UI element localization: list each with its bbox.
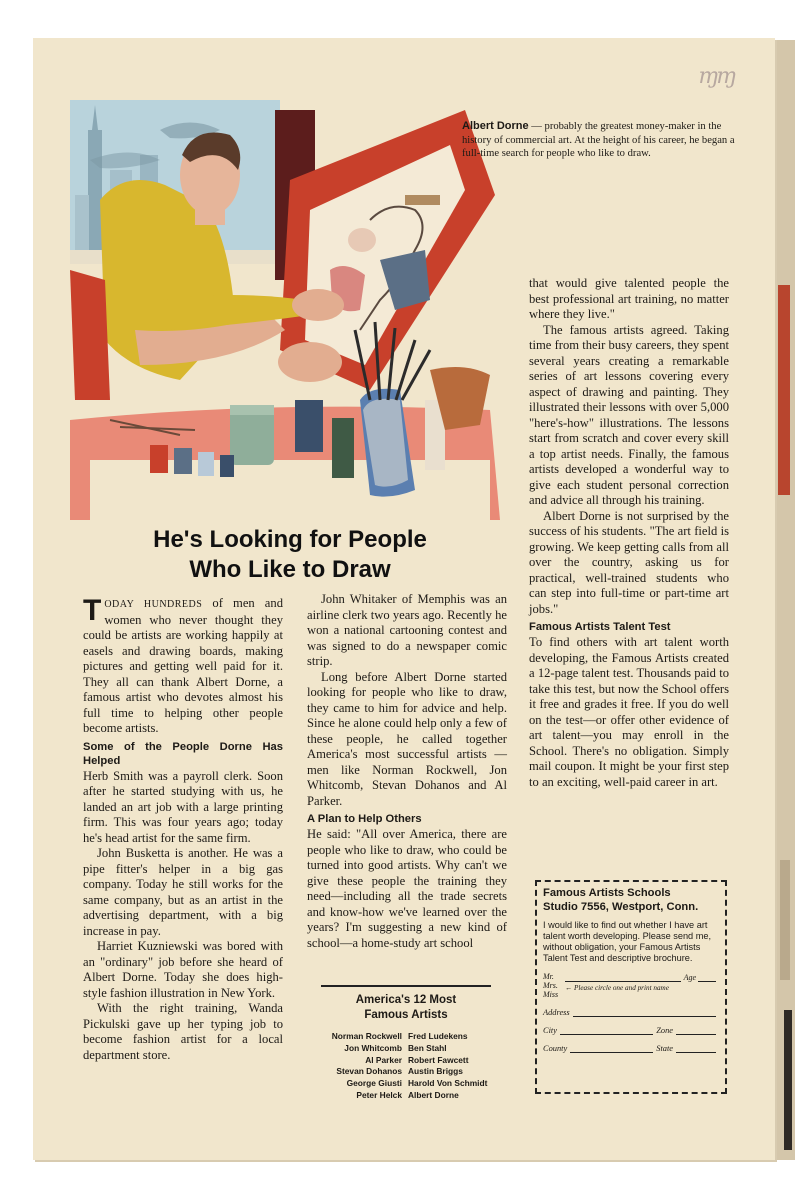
paragraph-herb-smith: Herb Smith was a payroll clerk. Soon after he started studying with us, he landed an art job with a large printing firm. This was four years ago; today he's head artist for the same firm.	[83, 768, 283, 845]
paragraph-he-said: He said: "All over America, there are people who like to draw, who could be turned into good artists. Why can't we give these people the training they need—including all the trade secrets and know-how we've learned over the years? I'm suggesting a new kind of school—a home-study art school	[307, 827, 507, 950]
caption-text: — probably the greatest money-maker in the history of commercial art. At the height of his career, he began a full-time search for people who like to draw.	[462, 121, 735, 160]
paragraph-not-surprised: Albert Dorne is not surprised by the success of his students. "The art field is growing. We keep getting calls from all over the country, asking us for practical, well-trained students who can step into full-time or part-time art jobs."	[529, 508, 729, 616]
intro-text: of men and women who never thought they could be artists are working happily at easels and drawing boards, making pictures and getting well paid for it. They all can thank Albert Dorne, a famous artist who devotes almost his full time to helping other people become artists.	[83, 596, 283, 735]
paragraph-artists-agreed: The famous artists agreed. Taking time from their busy careers, they spent several years creating a remarkable series of art lessons covering every aspect of drawing and painting. They illustrated their lessons with over 5,000 "here's-how" illustrations. The lessons start from scratch and cover every skill a top artist needs. Finally, the famous artists developed a wonderful way to give each student personal correction and advice all through his training.	[529, 322, 729, 507]
state-label: State	[656, 1044, 673, 1053]
county-label: County	[543, 1044, 568, 1053]
address-label: Address	[543, 1008, 570, 1017]
address-field[interactable]	[543, 1007, 719, 1017]
paragraph-harriet: Harriet Kuzniewski was bored with an "ordinary" job before she heard of Albert Dorne. Today she does high-style fashion illustration in New York.	[83, 939, 283, 1000]
name-age-row[interactable]	[565, 972, 719, 982]
handwritten-mark: ɱɱ	[698, 64, 734, 89]
title-options[interactable]	[543, 972, 565, 999]
artist-name: Norman Rockwell	[331, 1031, 402, 1041]
section-heading-plan: A Plan to Help Others	[307, 813, 422, 825]
coupon-title	[543, 887, 719, 914]
artist-name: Stevan Dohanos	[336, 1066, 402, 1077]
artist-name: Harold Von Schmidt	[408, 1078, 488, 1089]
page-edge-dark-strip	[784, 1010, 792, 1150]
coupon-title-line-1: Famous Artists Schools	[543, 887, 671, 899]
paragraph-john-busketta: John Busketta is another. He was a pipe fitter's helper in a big gas company. Today he still works for the same company, but as an artist in the advertising department, with a big increase in pay.	[83, 846, 283, 938]
page-edge-red-strip	[778, 285, 790, 495]
famous-artists-box	[306, 985, 506, 1102]
zone-label: Zone	[656, 1026, 673, 1035]
artist-name: Austin Briggs	[408, 1066, 463, 1077]
artist-name: Al Parker	[365, 1054, 402, 1065]
artist-name: Peter Helck	[356, 1089, 402, 1100]
intro-paragraph	[83, 596, 283, 737]
zone-line[interactable]	[676, 1025, 716, 1035]
coupon-note: ← Please circle one and print name	[565, 984, 669, 992]
section-heading-helped: Some of the People Dorne Has Helped	[83, 740, 283, 767]
section-heading-talent-test: Famous Artists Talent Test	[529, 621, 671, 633]
drop-cap: T	[83, 594, 102, 627]
paragraph-wanda: With the right training, Wanda Pickulski gave up her typing job to become fashion artist for a local department store.	[83, 1001, 283, 1062]
coupon-note-text: Please circle one and print name	[573, 984, 669, 992]
city-line[interactable]	[560, 1025, 653, 1035]
option-mrs[interactable]: Mrs.	[543, 981, 558, 990]
famous-artists-list	[306, 1031, 506, 1102]
option-mr[interactable]: Mr.	[543, 972, 554, 981]
name-field-block[interactable]	[543, 972, 719, 999]
paragraph-talent-test: To find others with art talent worth developing, the Famous Artists created a 12-page talent test. Thousands paid to take this test, but now the School offers it free and grades it free. If you do well on the test—or offer other evidence of art talent—you may enroll in the School. There's no obligation. Simply mail coupon. It might be your first step to an exciting, well-paid career in art.	[529, 635, 729, 789]
paragraph-john-whitaker: John Whitaker of Memphis was an airline clerk two years ago. Recently he won a national cartooning contest and was signed to do a newspaper comic strip.	[307, 592, 507, 668]
artist-name: Jon Whitcomb	[344, 1042, 402, 1053]
option-miss[interactable]: Miss	[543, 990, 559, 999]
name-line[interactable]	[565, 972, 681, 982]
county-state-field[interactable]	[543, 1043, 719, 1053]
headline	[110, 525, 470, 585]
page-edge	[775, 40, 795, 1160]
artist-name: Albert Dorne	[408, 1089, 459, 1100]
page-edge-tan-strip	[780, 860, 790, 980]
famous-artists-title	[306, 993, 506, 1023]
famous-artists-rule	[321, 985, 491, 987]
headline-line-1: He's Looking for People	[153, 526, 427, 553]
city-zone-field[interactable]	[543, 1025, 719, 1035]
county-line[interactable]	[570, 1043, 653, 1053]
artist-name: Ben Stahl	[408, 1042, 447, 1053]
age-label: Age	[683, 973, 696, 982]
famous-artists-title-line-1: America's 12 Most	[355, 994, 457, 1006]
coupon-body: I would like to find out whether I have art talent worth developing. Please send me, without obligation, your Famous Artists Talent Test and descriptive brochure.	[543, 920, 712, 963]
artist-name: George Giusti	[346, 1078, 402, 1089]
coupon-title-line-2: Studio 7556, Westport, Conn.	[543, 900, 699, 913]
address-line[interactable]	[573, 1007, 716, 1017]
famous-artists-title-line-2: Famous Artists	[364, 1009, 448, 1021]
mail-coupon[interactable]	[535, 880, 727, 1094]
illustration-caption	[462, 120, 752, 161]
article-column-3	[529, 276, 729, 790]
artist-illustration	[70, 100, 510, 520]
paragraph-long-before: Long before Albert Dorne started looking for people who like to draw, they came to him for advice and help. Since he alone could help only a few of these people, he called together America's most successful artists —men like Norman Rockwell, Jon Whitcomb, Stevan Dohanos and Al Parker.	[307, 669, 507, 808]
article-column-2	[307, 592, 507, 951]
age-line[interactable]	[698, 972, 716, 982]
paragraph-continued: that would give talented people the best professional art training, no matter where they live."	[529, 276, 729, 321]
state-line[interactable]	[676, 1043, 716, 1053]
caption-name: Albert Dorne	[462, 120, 529, 132]
headline-line-2: Who Like to Draw	[189, 556, 391, 583]
artist-name: Fred Ludekens	[408, 1031, 468, 1041]
artist-name: Robert Fawcett	[408, 1054, 469, 1065]
article-column-1	[83, 596, 283, 1063]
city-label: City	[543, 1026, 557, 1035]
intro-smallcaps: ODAY HUNDREDS	[104, 599, 203, 610]
